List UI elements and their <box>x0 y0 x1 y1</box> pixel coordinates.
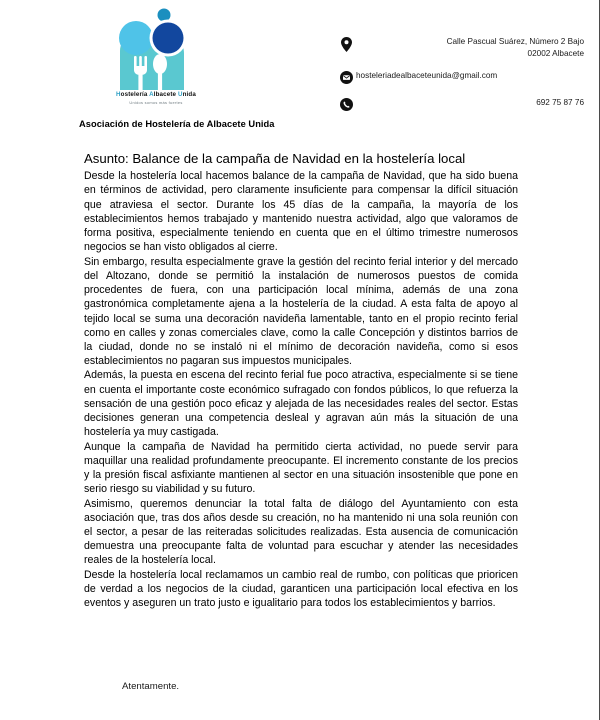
contact-row-address <box>336 36 584 61</box>
email-text: hosteleriadealbaceteunida@gmail.com <box>356 70 498 80</box>
paragraph: Desde la hostelería local hacemos balance de la campaña de Navidad, que ha sido buena en términos de actividad, pero claramente insuficiente para compensar la difícil situación que atraviesa el sector. Durante los 45 días de la campaña, la mayoría de los establecimientos hemos trabajado y mantenido nuestra actividad, algo que valoramos de forma positiva, especialmente teniendo en cuenta que en el último trimestre numerosos negocios se han visto obligados al cierre. <box>84 170 518 254</box>
paragraph: Además, la puesta en escena del recinto ferial fue poco atractiva, especialmente si se tiene en cuenta el importante coste económico sufragado con fondos públicos, lo que refuerza la sensación de una gestión poco eficaz y alejada de las necesidades reales del sector. Estas decisiones generan una competencia desleal y agravan aún más la situación de una hostelería ya muy castigada. <box>84 369 518 439</box>
address-text: Calle Pascual Suárez, Número 2 Bajo 02002 Albacete <box>446 37 584 59</box>
email-icon <box>336 70 356 84</box>
contact-information <box>336 36 584 124</box>
phone-text: 692 75 87 76 <box>536 97 584 107</box>
paragraph: Sin embargo, resulta especialmente grave la gestión del recinto ferial interior y del mercado del Altozano, donde se permitió la instalación de numerosos puestos de comida procedentes de fuera, con una participación local mínima, además de una zona gastronómica completamente ajena a la hostelería de la ciudad. A esta falta de apoyo al tejido local se suma una decoración navideña lamentable, tanto en el propio recinto ferial como en calles y zonas comerciales clave, como la calle Concepción y distintos barrios de la ciudad, donde no se instaló ni el mínimo de decoración navideña, como si esos establecimientos no pagaran sus impuestos municipales. <box>84 255 518 368</box>
contact-row-email[interactable] <box>336 70 584 88</box>
paragraph: Asimismo, queremos denunciar la total falta de diálogo del Ayuntamiento con esta asociación que, tras dos años desde su creación, no ha mantenido ni una sola reunión con el sector, a pesar de las reiteradas solicitudes realizadas. Esta ausencia de comunicación demuestra una preocupante falta de voluntad para escuchar y atender las necesidades reales de la hostelería local. <box>84 497 518 567</box>
logo-tagline: Unidos somos más fuertes <box>129 99 183 105</box>
logo-mark-icon <box>106 8 206 90</box>
document-header <box>0 0 599 118</box>
phone-icon <box>336 97 356 111</box>
document-body <box>84 150 518 610</box>
association-name: Asociación de Hostelería de Albacete Unida <box>79 119 275 129</box>
paragraph: Aunque la campaña de Navidad ha permitido cierta actividad, no puede servir para maquillar una realidad profundamente preocupante. El incremento constante de los precios y la presión fiscal asfixiante mantienen al sector en una situación insostenible que pone en serio riesgo su viabilidad y su futuro. <box>84 440 518 496</box>
paragraph: Desde la hostelería local reclamamos un cambio real de rumbo, con políticas que prioricen de verdad a los negocios de la ciudad, garanticen una participación local efectiva en los eventos y aseguren un trato justo e igualitario para todos los establecimientos y barrios. <box>84 568 518 610</box>
subject-line: Asunto: Balance de la campaña de Navidad en la hostelería local <box>84 151 466 166</box>
organization-logo <box>100 8 212 105</box>
closing-text: Atentamente. <box>122 681 180 692</box>
logo-wordmark: Hostelería Albacete Unida <box>116 91 196 98</box>
contact-row-phone[interactable] <box>336 97 584 115</box>
location-pin-icon <box>336 36 356 52</box>
